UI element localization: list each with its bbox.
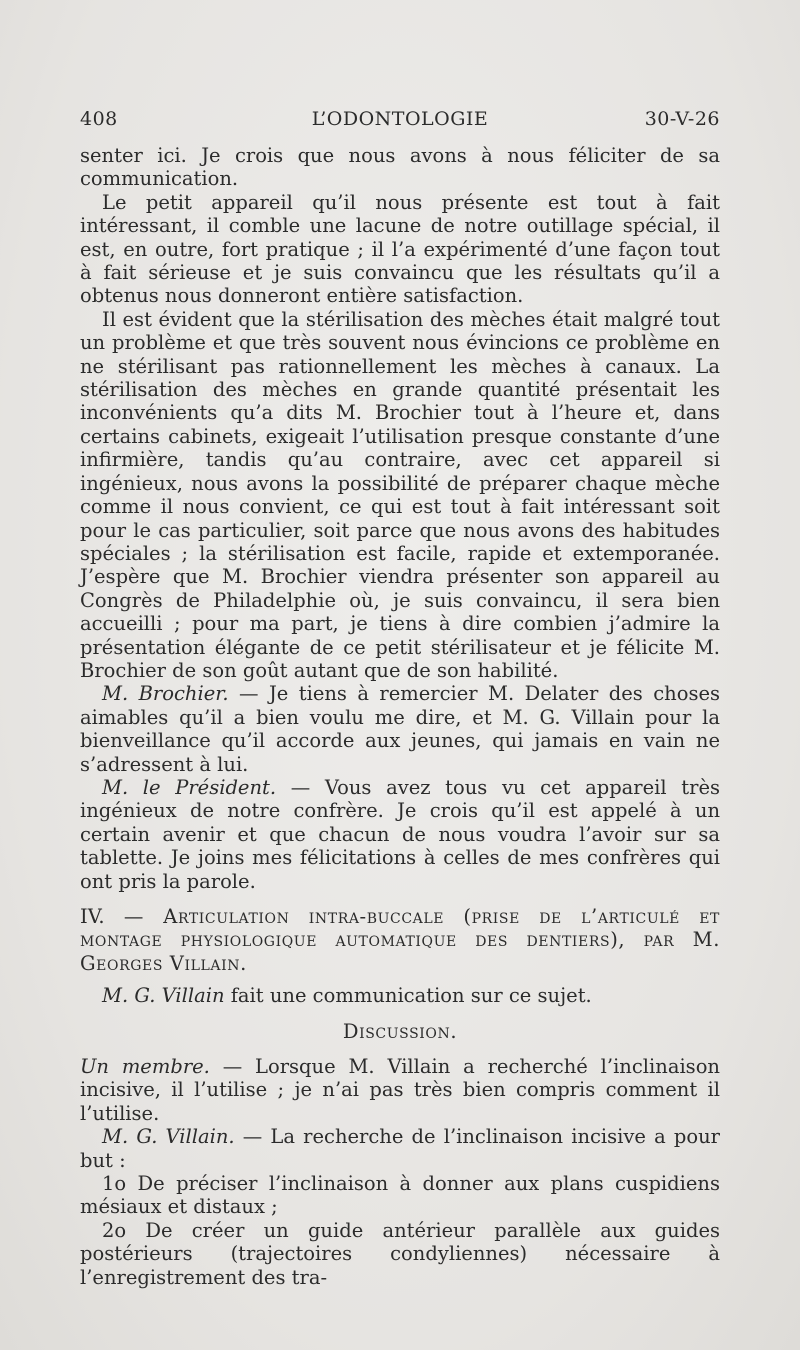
speech-text: — La recherche de l’inclinaison incisive a pour but : xyxy=(80,1125,720,1172)
section-heading xyxy=(80,905,720,975)
speaker-name: M. Brochier. xyxy=(102,682,229,706)
running-header xyxy=(80,108,720,132)
discussion-heading: Discussion. xyxy=(342,1019,458,1043)
paragraph xyxy=(80,1125,720,1172)
paragraph xyxy=(80,984,720,1007)
paragraph: Le petit appareil qu’il nous présente est tout à fait intéressant, il comble une lacune de notre outillage spécial, il est, en outre, fort pratique ; il l’a expérimenté d’une façon tout à fait sérieuse et je suis convaincu que les résultats qu’il a obtenus nous donneront entière satisfaction. xyxy=(80,190,720,308)
section-title: — Articulation intra-buccale (prise de l’articulé et montage physiologique automatique des dentiers), par M. Georges Villain. xyxy=(80,905,720,975)
paragraph xyxy=(80,1055,720,1125)
article-body xyxy=(80,144,720,1289)
paragraph: 1o De préciser l’inclinaison à donner aux plans cuspidiens mésiaux et distaux ; xyxy=(80,1172,720,1219)
speaker-name: M. G. Villain xyxy=(102,984,225,1008)
speech-text: — Vous avez tous vu cet appareil très ingénieux de notre confrère. Je crois qu’il est appelé à un certain avenir et que chacun de nous voudra l’avoir sur sa tablette. Je joins mes félicitations à celles de mes confrères qui ont pris la parole. xyxy=(80,775,720,893)
paragraph: Il est évident que la stérilisation des mèches était malgré tout un problème et que très souvent nous évincions ce problème en ne stérilisant pas rationnellement les mèches à canaux. La stérilisation des mèches en grande quantité présentait les inconvénients qu’a dits M. Brochier tout à l’heure et, dans certains cabinets, exigeait l’utilisation presque constante d’une infirmière, tandis qu’au contraire, avec cet appareil si ingénieux, nous avons la possibilité de préparer chaque mèche comme il nous convient, ce qui est tout à fait intéressant soit pour le cas particulier, soit parce que nous avons des habitudes spéciales ; la stérilisation est facile, rapide et extemporanée. J’espère que M. Brochier viendra présenter son appareil au Congrès de Philadelphie où, je suis convaincu, il sera bien accueilli ; pour ma part, je tiens à dire combien j’admire la présentation élégante de ce petit stérilisateur et je félicite M. Brochier de son goût autant que de son habilité. xyxy=(80,307,720,682)
speech-text: fait une communication sur ce sujet. xyxy=(224,984,592,1008)
page-number: 408 xyxy=(80,108,118,130)
journal-title: L’ODONTOLOGIE xyxy=(311,108,489,130)
issue-date: 30-V-26 xyxy=(644,108,720,130)
paragraph xyxy=(80,776,720,893)
speaker-name: M. G. Villain. xyxy=(102,1125,235,1149)
speech-text: — Lorsque M. Villain a recherché l’inclinaison incisive, il l’utilise ; je n’ai pas très bien compris comment il l’utilise. xyxy=(80,1055,720,1125)
paragraph: senter ici. Je crois que nous avons à nous féliciter de sa communication. xyxy=(80,144,720,191)
paragraph: 2o De créer un guide antérieur parallèle aux guides postérieurs (trajectoires condyliennes) nécessaire à l’enregistrement des tra- xyxy=(80,1218,720,1289)
paragraph xyxy=(80,682,720,776)
speaker-name: M. le Président. xyxy=(102,775,277,799)
speaker-name: Un membre. xyxy=(80,1055,210,1079)
section-numeral: IV. xyxy=(80,905,105,928)
speech-text: — Je tiens à remercier M. Delater des choses aimables qu’il a bien voulu me dire, et M. G. Villain pour la bienveillance qu’il accorde aux jeunes, qui jamais en vain ne s’adressent à lui. xyxy=(80,682,721,776)
